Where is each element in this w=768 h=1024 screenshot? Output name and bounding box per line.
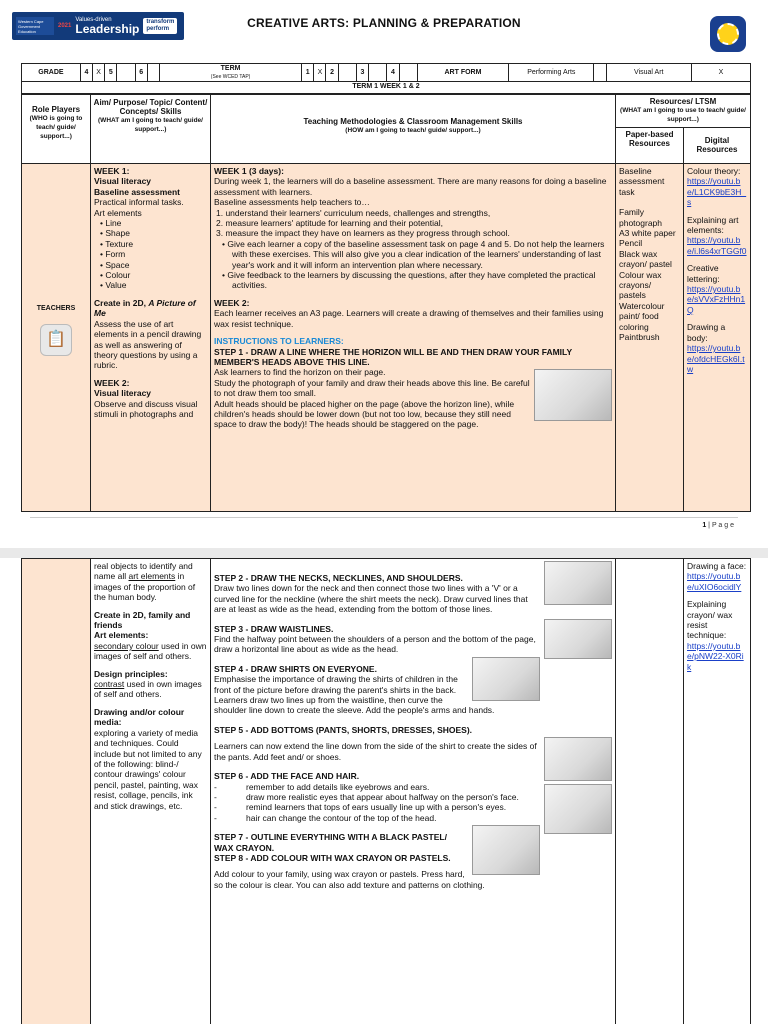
method-cell: WEEK 1 (3 days): During week 1, the learners will do a baseline assessment. There are many reasons for doing a baseline assessment with learners. Baseline assessments help teachers to… 1. understand their learners' curriculum needs, challenges and strengths, 2. measure learners' aptitude for learning and their potential, 3. measure the impact they have on learners as they progress through school. • Give each learner a copy of the baseline assessment task on page 4 and 5. Do not help the learners with these exercises. This will also give you a clear indication of the learners' understanding of last year's work and it will inform an intervention plan where necessary. • Give feedback to the learners by discussing the questions, after they have completed the practical activities. WEEK 2: Each learner receives an A3 page. Learners will create a drawing of themselves and their families using wax resist technique. INSTRUCTIONS TO LEARNERS: STEP 1 - DRAW A LINE WHERE THE HORIZON WILL BE AND THEN DRAW YOUR FAMILY MEMBER'S HEADS ABOVE THIS LINE. Ask learners to find the horizon on their page. Study the photograph of your family and draw their heads above this line. Be careful to not draw them too small. Adult heads should be placed higher on the page (above the horizon line), while children's heads should be lower down (but not too low, because they still need space to draw the body)! The heads should be staggered on the page. [211, 164, 616, 511]
step-5-photo [544, 737, 612, 781]
term-cell: X [314, 64, 326, 82]
column-header-row [21, 94, 751, 164]
step-6-photo [544, 784, 612, 834]
term-label: TERM (See WCED TAP) [160, 64, 302, 82]
page-number: 1 | P a g e [702, 522, 734, 529]
grade-cell: 4 [80, 64, 92, 82]
drawing-face-link[interactable]: https://youtu.be/uXIO6ocidlY [687, 571, 742, 592]
content-row-1 [21, 163, 751, 512]
role-cell-continued [22, 559, 91, 1024]
paper-resources-cell: Baseline assessment task Family photograph A3 white paper Pencil Black wax crayon/ pastel Colour wax crayons/ pastels Watercolour paint/ food coloring Paintbrush [616, 164, 684, 511]
aim-cell: WEEK 1: Visual literacy Baseline assessment Practical informal tasks. Art elements • Line • Shape • Texture • Form • Space • Colour • Value Create in 2D, A Picture of Me Assess the use of art elements in a pencil drawing as well as answering of theory questions by using a rubric. WEEK 2: Visual literacy Observe and discuss visual stimuli in photographs and [91, 164, 211, 511]
teacher-board-icon: 📋 [40, 324, 72, 356]
grade-cell: 6 [135, 64, 147, 82]
crest-logo: Western Cape Government Education [16, 17, 54, 35]
grade-cell: 5 [105, 64, 117, 82]
method-cell-continued: STEP 2 - DRAW THE NECKS, NECKLINES, AND SHOULDERS. Draw two lines down for the neck and then connect those two lines with a 'V' or a curved line for the neckline (where the shirt meets the neck). Draw curved lines that are at least as wide as the head, extending from the bottom of those lines. STEP 3 - DRAW WAISTLINES. Find the halfway point between the shoulders of a person and the bottom of the page, draw a horizontal line about as wide as the head. STEP 4 - DRAW SHIRTS ON EVERYONE. Emphasise the importance of drawing the shirts of children in the front of the picture before drawing the parent's shirts in the back. Learners draw two lines up from the waistline, then curve the shoulder line down to create the sleeve. Add the people's arms and hands. STEP 5 - ADD BOTTOMS (PANTS, SHORTS, DRESSES, SHOES). Learners can now extend the line down from the side of the shirt to create the sides of the pants. Add feet and/ or shoes. STEP 6 - ADD THE FACE AND HAIR. - remember to add details like eyebrows and ears. - draw more realistic eyes that appear about halfway on the person's face. - remind learners that tops of ears usually line up with a person's eyes. - hair can change the contour of the top of the head. STEP 7 - OUTLINE EVERYTHING WITH A BLACK PASTEL/ WAX CRAYON. STEP 8 - ADD COLOUR WITH WAX CRAYON OR PASTELS. Add colour to your family, using wax crayon or pastels. Press hard, so the colour is clear. You can also add texture and patterns on clothing. [211, 559, 616, 1024]
teachers-label: TEACHERS [36, 305, 76, 312]
step-4-photo [472, 657, 540, 701]
smiley-badge-icon [710, 16, 746, 52]
page-2 [0, 558, 768, 1024]
step-2-photo [544, 561, 612, 605]
logo-wordmark: Values-driven Leadership [75, 17, 140, 36]
art-form-performing-value [594, 64, 606, 82]
grade-label: GRADE [22, 64, 81, 82]
term-cell: 4 [387, 64, 399, 82]
art-form-visual-value: X [691, 64, 750, 82]
instructions-heading: INSTRUCTIONS TO LEARNERS: [214, 336, 344, 347]
grade-cell [117, 64, 135, 82]
aim-cell-continued: real objects to identify and name all art elements in images of the proportion of the human body. Create in 2D, family and friends Art elements: secondary colour used in own images of self and others. Design principles: contrast used in own images of self and others. Drawing and/or colour media: exploring a variety of media and techniques. Could include but not limited to any of the following: blind-/ contour drawings' colour pencil, pastel, painting, wax resist, collage, pencils, ink and stick drawings, etc. [91, 559, 211, 1024]
role-cell [22, 164, 91, 511]
grade-cell: X [93, 64, 105, 82]
step-7-photo [472, 825, 540, 875]
step-1-photo [534, 369, 612, 421]
art-form-label: ART FORM [417, 64, 508, 82]
paper-header: Paper-based Resources [616, 128, 684, 163]
digital-resources-cell-continued: Drawing a face: https://youtu.be/uXIO6ocidlY Explaining crayon/ wax resist technique: https://youtu.be/pNW22-X0Rik [687, 561, 747, 672]
digital-header: Digital Resources [696, 136, 738, 154]
term-cell [369, 64, 387, 82]
week-title: TERM 1 WEEK 1 & 2 [21, 81, 751, 94]
page-title: CREATIVE ARTS: PLANNING & PREPARATION [247, 16, 521, 30]
term-cell: 2 [326, 64, 338, 82]
logo-tag: transform perform [143, 18, 177, 34]
footer-divider [30, 517, 738, 518]
drawing-body-link[interactable]: https://youtu.be/ofdcHEGk6I.tw [687, 343, 745, 374]
art-elements-list: • Line • Shape • Texture • Form • Space • Colour • Value [94, 218, 207, 291]
creative-lettering-link[interactable]: https://youtu.be/sVVxFzHHn1Q [687, 284, 746, 315]
aim-header: Aim/ Purpose/ Topic/ Content/ Concepts/ Skills (WHAT am I going to teach/ guide/ support...) [91, 95, 211, 163]
grade-term-table [21, 63, 751, 82]
content-row-2 [21, 558, 751, 1024]
colour-theory-link[interactable]: https://youtu.be/L1CK9bE3H_s [687, 176, 747, 208]
step-3-photo [544, 619, 612, 659]
term-cell [338, 64, 356, 82]
grade-cell [147, 64, 159, 82]
art-form-performing: Performing Arts [509, 64, 594, 82]
wax-resist-link[interactable]: https://youtu.be/pNW22-X0Rik [687, 640, 744, 672]
logo-year: 2021 [58, 23, 72, 29]
digital-resources-cell: Colour theory: https://youtu.be/L1CK9bE3H_s Explaining art elements: https://youtu.be/i.l6s4xrTGGf0 Creative lettering: https://youtu.be/sVVxFzHHn1Q Drawing a body: https://youtu.be/ofdcHEGk6I.tw [684, 164, 750, 511]
method-header: Teaching Methodologies & Classroom Management Skills (HOW am I going to teach/ guide/ support...) [211, 95, 616, 163]
term-cell: 1 [302, 64, 314, 82]
resources-header: Resources/ LTSM (WHAT am I going to use to teach/ guide/ support...) Paper-based Resources Digital Resources [616, 95, 750, 163]
art-elements-link[interactable]: https://youtu.be/i.l6s4xrTGGf0 [687, 235, 747, 256]
term-cell: 3 [356, 64, 368, 82]
art-form-visual: Visual Art [606, 64, 691, 82]
paper-resources-cell-continued [616, 559, 684, 1024]
role-header: Role Players (WHO is going to teach/ guide/ support...) [22, 95, 91, 163]
term-cell [399, 64, 417, 82]
